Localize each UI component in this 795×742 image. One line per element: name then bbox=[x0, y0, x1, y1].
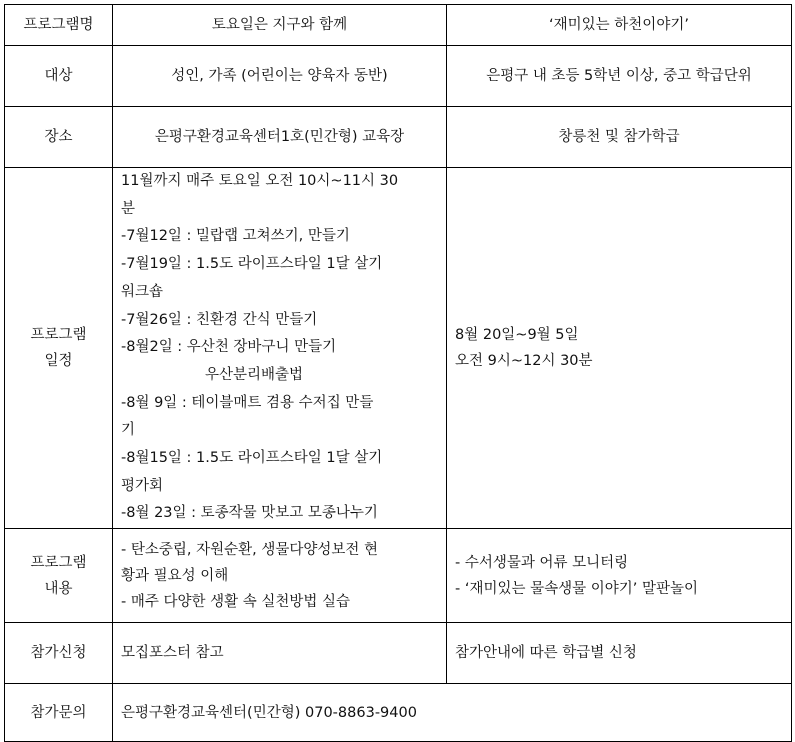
target-saturday: 성인, 가족 (어린이는 양육자 동반) bbox=[113, 46, 447, 107]
schedule-line: -8월 9일 : 테이블매트 겸용 수저집 만들 bbox=[121, 394, 374, 411]
schedule-stream bbox=[447, 168, 792, 529]
row-place bbox=[5, 107, 792, 168]
row-target bbox=[5, 46, 792, 107]
program-table bbox=[4, 4, 792, 742]
content-line: - ‘재미있는 물속생물 이야기’ 말판놀이 bbox=[455, 580, 698, 597]
header-row bbox=[5, 5, 792, 46]
label-place: 장소 bbox=[5, 107, 113, 168]
label-content-line1: 프로그램 bbox=[30, 554, 87, 571]
schedule-line: -8월15일 : 1.5도 라이프스타일 1달 살기 bbox=[121, 450, 383, 467]
content-line: - 탄소중립, 자원순환, 생물다양성보전 현 bbox=[121, 541, 378, 558]
schedule-line: 8월 20일~9월 5일 bbox=[455, 327, 579, 344]
label-schedule-line2: 일정 bbox=[44, 353, 73, 370]
content-saturday bbox=[113, 529, 447, 623]
target-stream: 은평구 내 초등 5학년 이상, 중고 학급단위 bbox=[447, 46, 792, 107]
content-line: 황과 필요성 이해 bbox=[121, 567, 229, 584]
schedule-line: 평가회 bbox=[121, 477, 164, 494]
schedule-line: -8월 23일 : 토종작물 맛보고 모종나누기 bbox=[121, 505, 378, 522]
label-schedule bbox=[5, 168, 113, 529]
row-apply bbox=[5, 623, 792, 684]
schedule-line: 우산분리배출법 bbox=[205, 366, 304, 383]
row-inquiry bbox=[5, 684, 792, 742]
inquiry-contact: 은평구환경교육센터(민간형) 070-8863-9400 bbox=[113, 684, 792, 742]
schedule-line: 오전 9시~12시 30분 bbox=[455, 353, 593, 370]
header-program-stream: ‘재미있는 하천이야기’ bbox=[447, 5, 792, 46]
schedule-line: -7월19일 : 1.5도 라이프스타일 1달 살기 bbox=[121, 256, 383, 273]
schedule-line: 11월까지 매주 토요일 오전 10시~11시 30 bbox=[121, 173, 399, 189]
row-content bbox=[5, 529, 792, 623]
header-program-name: 프로그램명 bbox=[5, 5, 113, 46]
schedule-line: 기 bbox=[121, 422, 136, 439]
label-content bbox=[5, 529, 113, 623]
apply-saturday: 모집포스터 참고 bbox=[113, 623, 447, 684]
schedule-line: 워크숍 bbox=[121, 283, 164, 300]
place-stream: 창릉천 및 참가학급 bbox=[447, 107, 792, 168]
label-content-line2: 내용 bbox=[44, 580, 73, 597]
content-line: - 수서생물과 어류 모니터링 bbox=[455, 554, 629, 571]
schedule-saturday bbox=[113, 168, 447, 529]
apply-stream: 참가안내에 따른 학급별 신청 bbox=[447, 623, 792, 684]
content-line: - 매주 다양한 생활 속 실천방법 실습 bbox=[121, 593, 350, 610]
place-saturday: 은평구환경교육센터1호(민간형) 교육장 bbox=[113, 107, 447, 168]
label-target: 대상 bbox=[5, 46, 113, 107]
row-schedule bbox=[5, 168, 792, 529]
label-schedule-line1: 프로그램 bbox=[30, 327, 87, 344]
content-stream bbox=[447, 529, 792, 623]
schedule-line: -7월26일 : 친환경 간식 만들기 bbox=[121, 311, 318, 328]
label-apply: 참가신청 bbox=[5, 623, 113, 684]
schedule-line: -8월2일 : 우산천 장바구니 만들기 bbox=[121, 339, 337, 356]
schedule-line: -7월12일 : 밀랍랩 고쳐쓰기, 만들기 bbox=[121, 228, 350, 245]
label-inquiry: 참가문의 bbox=[5, 684, 113, 742]
schedule-line: 분 bbox=[121, 200, 136, 217]
header-program-saturday: 토요일은 지구와 함께 bbox=[113, 5, 447, 46]
